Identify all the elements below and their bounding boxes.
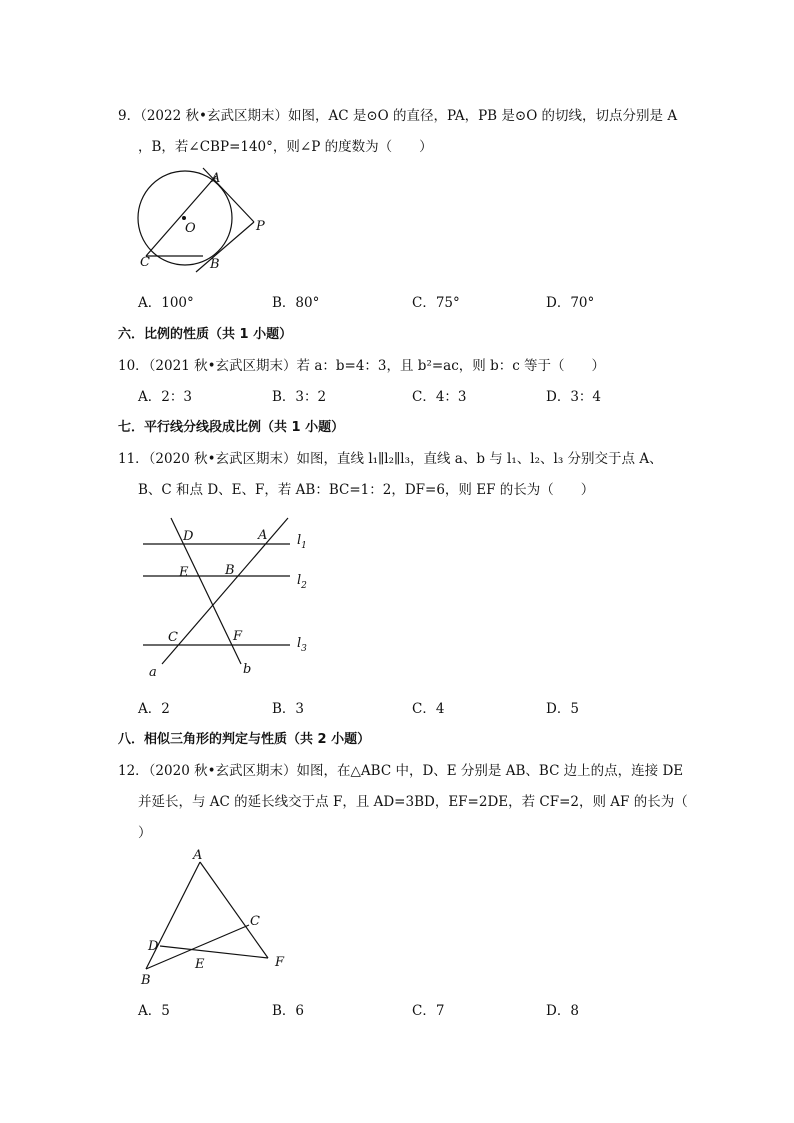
q12-label-c: C xyxy=(250,914,260,929)
q9-label-c: C xyxy=(140,255,150,270)
q10-line1: 10．（2021 秋•玄武区期末）若 a：b=4：3，且 b²=ac，则 b：c 等于（ ） xyxy=(118,358,606,374)
section-6-heading: 六．比例的性质（共 1 小题） xyxy=(118,327,293,342)
q11-l2-letter: l xyxy=(297,573,302,588)
q11-line2: B、C 和点 D、E、F，若 AB：BC=1：2，DF=6，则 EF 的长为（ ） xyxy=(138,482,595,498)
q11-label-c: C xyxy=(168,630,178,645)
q11-label-f: F xyxy=(233,629,243,644)
q11-option-d: D．5 xyxy=(546,701,579,717)
q12-label-a: A xyxy=(193,848,203,863)
section-8-heading: 八．相似三角形的判定与性质（共 2 小题） xyxy=(118,732,371,747)
q11-label-line-b: b xyxy=(243,662,252,677)
q11-l3-letter: l xyxy=(297,636,302,651)
q10-option-c: C．4：3 xyxy=(412,389,467,405)
q12-label-d: D xyxy=(148,939,159,954)
q11-label-d: D xyxy=(183,529,194,544)
q10-option-d: D．3：4 xyxy=(546,389,602,405)
q11-label-line-a: a xyxy=(149,665,157,680)
q9-label-p: P xyxy=(256,219,265,234)
q11-label-e: E xyxy=(179,565,189,580)
q11-l1-sub: 1 xyxy=(301,541,307,551)
q9-option-d: D．70° xyxy=(546,295,595,311)
q10-option-a: A．2：3 xyxy=(138,389,192,405)
q9-option-b: B．80° xyxy=(272,295,320,311)
q12-label-e: E xyxy=(195,957,205,972)
q12-option-a: A．5 xyxy=(138,1003,170,1019)
q12-line1: 12．（2020 秋•玄武区期末）如图，在△ABC 中，D、E 分别是 AB、BC 边上的点，连接 DE xyxy=(118,763,684,779)
q12-label-b: B xyxy=(141,973,151,988)
q10-option-b: B．3：2 xyxy=(272,389,327,405)
q12-label-f: F xyxy=(275,955,285,970)
q11-l1-letter: l xyxy=(297,533,302,548)
q12-line3: ） xyxy=(138,825,152,841)
q11-label-b: B xyxy=(225,563,235,578)
q11-line1: 11．（2020 秋•玄武区期末）如图，直线 l₁∥l₂∥l₃，直线 a、b 与 l₁、l₂、l₃ 分别交于点 A、 xyxy=(118,451,663,467)
q9-option-c: C．75° xyxy=(412,295,460,311)
q9-label-o: O xyxy=(185,221,196,236)
q12-option-c: C．7 xyxy=(412,1003,445,1019)
q11-l2-sub: 2 xyxy=(301,581,307,591)
q11-label-a: A xyxy=(258,528,268,543)
section-7-heading: 七．平行线分线段成比例（共 1 小题） xyxy=(118,420,345,435)
q9-option-a: A．100° xyxy=(138,295,194,311)
q12-side-af xyxy=(200,862,268,958)
q11-l3-sub: 3 xyxy=(301,644,307,654)
q12-option-d: D．8 xyxy=(546,1003,579,1019)
q11-option-c: C．4 xyxy=(412,701,445,717)
q9-label-b: B xyxy=(210,257,220,272)
q9-label-a: A xyxy=(211,171,221,186)
q11-option-b: B．3 xyxy=(272,701,305,717)
q9-line1: 9．（2022 秋•玄武区期末）如图，AC 是⊙O 的直径，PA，PB 是⊙O 的切线，切点分别是 A xyxy=(118,108,678,124)
q11-option-a: A．2 xyxy=(138,701,170,717)
q9-line2: ，B，若∠CBP=140°，则∠P 的度数为（ ） xyxy=(138,139,433,155)
q12-line2: 并延长，与 AC 的延长线交于点 F，且 AD=3BD，EF=2DE，若 CF=2，则 AF 的长为（ xyxy=(138,794,688,810)
q12-options xyxy=(0,999,794,1017)
q12-option-b: B．6 xyxy=(272,1003,305,1019)
